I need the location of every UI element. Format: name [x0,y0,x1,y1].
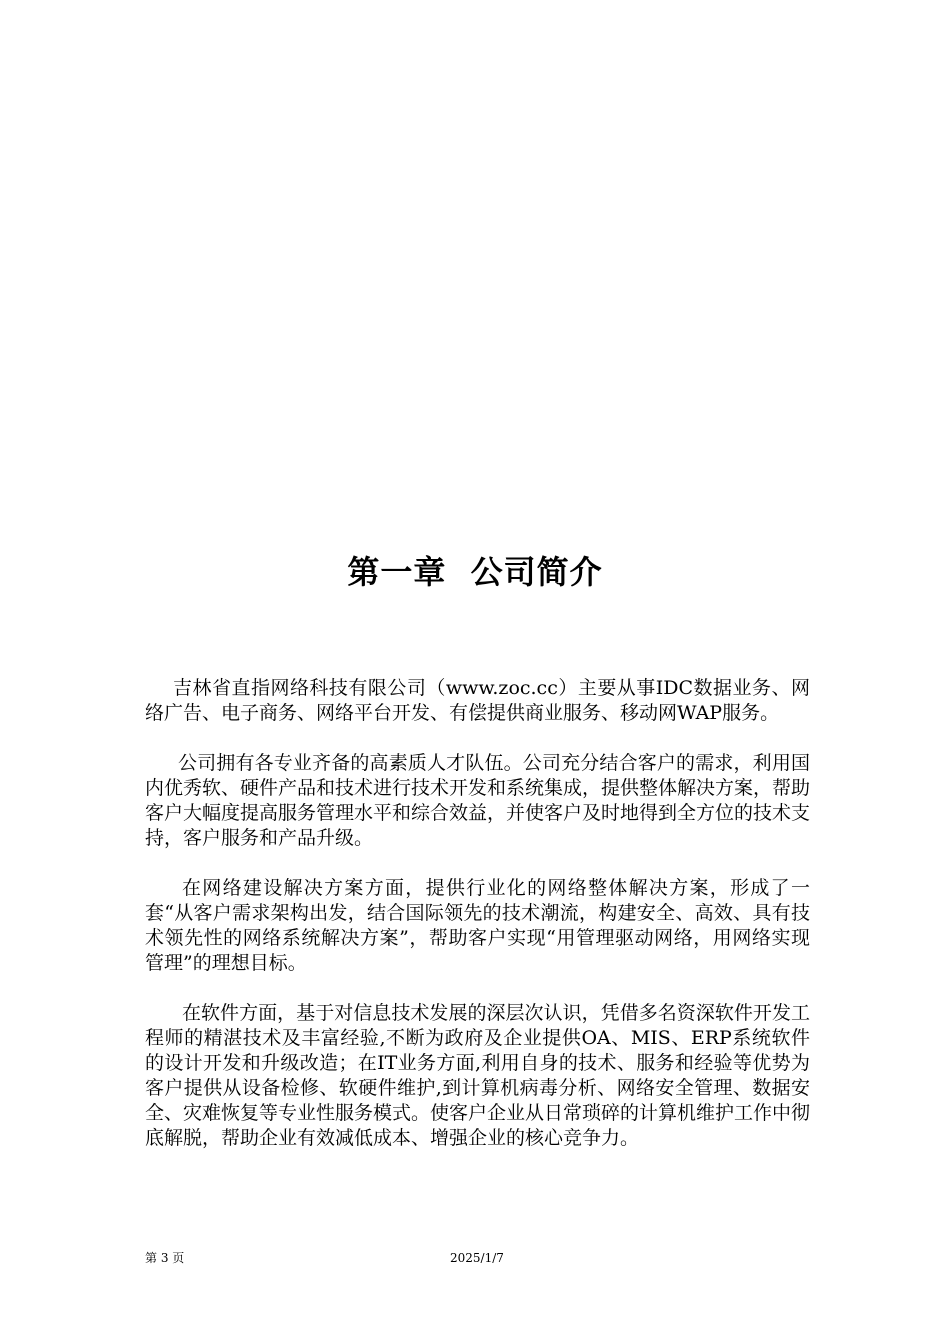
paragraph-software-and-it: 在软件方面，基于对信息技术发展的深层次认识，凭借多名资深软件开发工程师的精湛技术及丰富经验,不断为政府及企业提供OA、MIS、ERP系统软件的设计开发和升级改造；在IT业务方面,利用自身的技术、服务和经验等优势为客户提供从设备检修、软硬件维护,到计算机病毒分析、网络安全管理、数据安全、灾难恢复等专业性服务模式。使客户企业从日常琐碎的计算机维护工作中彻底解脱，帮助企业有效减低成本、增强企业的核心竞争力。 [145,1002,811,1149]
paragraph-team-and-services: 公司拥有各专业齐备的高素质人才队伍。公司充分结合客户的需求，利用国内优秀软、硬件产品和技术进行技术开发和系统集成，提供整体解决方案，帮助客户大幅度提高服务管理水平和综合效益，并使客户及时地得到全方位的技术支持，客户服务和产品升级。 [145,752,811,849]
footer-page-number: 第 3 页 [145,1251,185,1265]
chapter-title: 第一章 公司简介 [347,553,603,591]
paragraph-company-business: 吉林省直指网络科技有限公司（www.zoc.cc）主要从事IDC数据业务、网络广告、电子商务、网络平台开发、有偿提供商业服务、移动网WAP服务。 [145,677,810,724]
paragraph-network-solutions: 在网络建设解决方案方面，提供行业化的网络整体解决方案，形成了一套“从客户需求架构出发，结合国际领先的技术潮流，构建安全、高效、具有技术领先性的网络系统解决方案”，帮助客户实现“用管理驱动网络，用网络实现管理”的理想目标。 [145,877,810,974]
body-text [145,676,810,1176]
footer-date: 2025/1/7 [450,1251,504,1265]
